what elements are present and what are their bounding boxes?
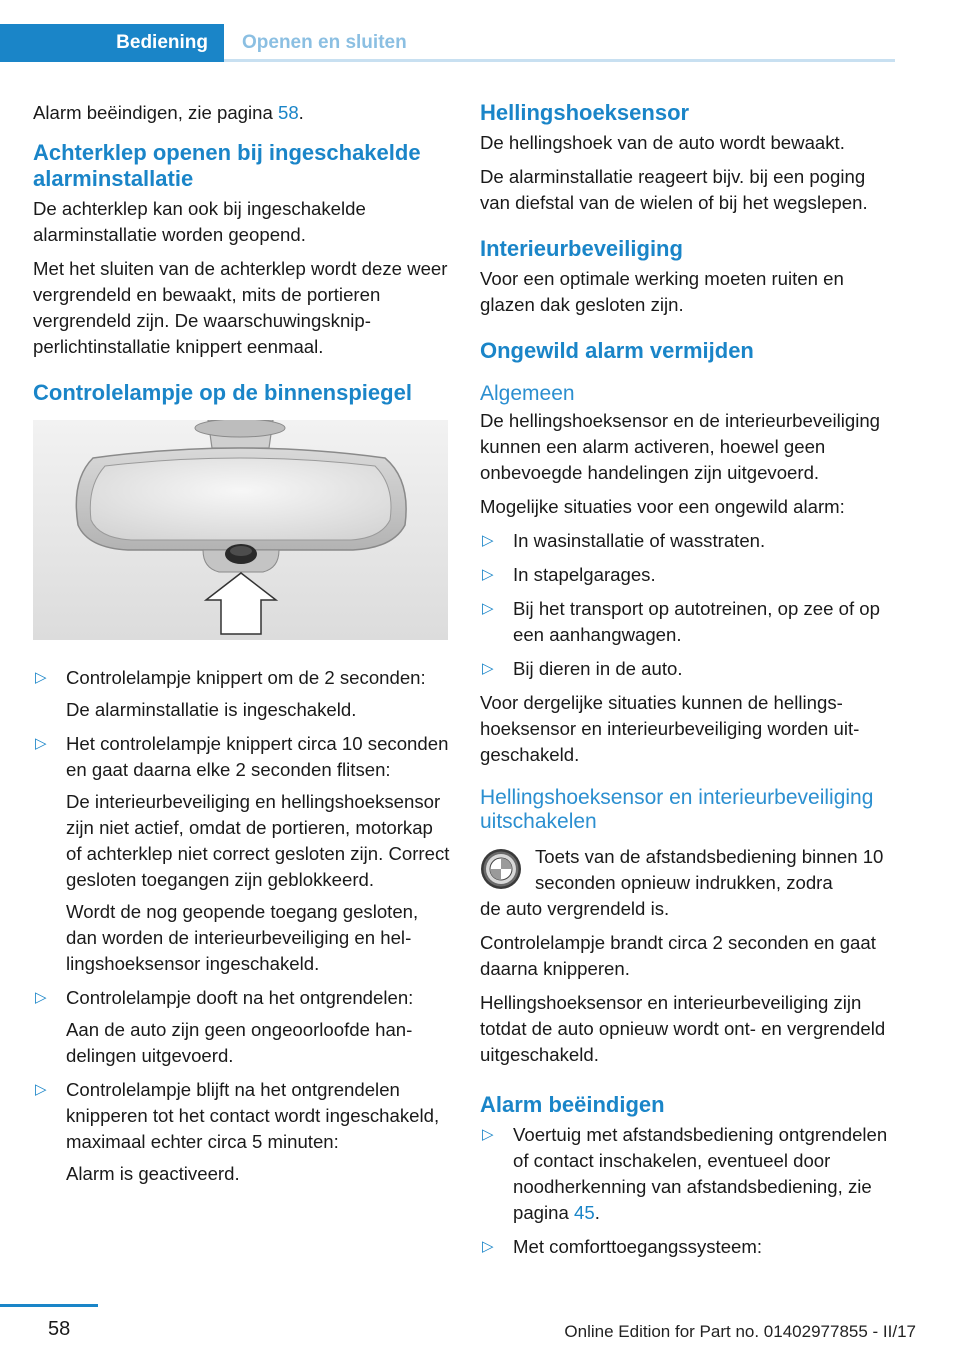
triangle-bullet-icon: ▷ [482,660,494,677]
header-tabs [0,24,895,62]
heading-achterklep: Achterklep openen bij ingeschakelde alarminstallatie [33,140,421,191]
triangle-bullet-icon: ▷ [35,1081,47,1098]
paragraph-algemeen-2: Mogelijke situaties voor een ongewild alarm: [480,496,845,517]
heading-hellingshoeksensor: Hellingshoeksensor [480,100,690,125]
paragraph-lampje: Controlelampje brandt circa 2 seconden en gaat daarna knipperen. [480,932,876,979]
list-item: ▷ Het controlelampje knippert circa 10 seconden en gaat daarna elke 2 seconden flitsen: De interieurbeveiliging en hellingshoeksensor zijn niet actief, omdat de portieren, motorkap of achterklep niet correct gesloten zijn. Correct gesloten toegangen zijn geblokkeerd. Wordt de nog geopende toegang gesloten, dan worden de interieurbeveiliging en hellingshoeksensor ingeschakeld. [35,733,450,974]
list-item: ▷ Met comforttoegangssysteem: [480,1234,895,1260]
paragraph-situaties: Voor dergelijke situaties kunnen de hellingshoeksensor en interieurbeveiliging worden uitgeschakeld. [480,692,860,765]
page-link-45[interactable]: 45 [574,1202,595,1223]
list-item: ▷ Voertuig met afstandsbediening ontgrendelen of contact inschakelen, eventueel door noodherkenning van afstandsbediening, zie pagina 45. [482,1124,888,1223]
heading-ongewild-alarm: Ongewild alarm vermijden [480,338,754,363]
list-item: ▷ Controlelampje blijft na het ontgrendelen knipperen tot het contact wordt ingeschakeld, maximaal echter circa 5 minuten: Alarm is geactiveerd. [35,1079,440,1184]
triangle-bullet-icon: ▷ [482,1238,494,1255]
intro-end: . [298,102,304,123]
heading-algemeen: Algemeen [480,382,575,405]
remote-key-instruction [480,844,895,922]
edition-note: Online Edition for Part no. 01402977855 - II/17 [564,1322,916,1341]
intro-paragraph [33,100,453,126]
page-link-58[interactable]: 58 [277,102,299,123]
list-item: ▷ Bij dieren in de auto. [480,656,895,682]
mirror-illustration [33,420,448,640]
tab-openen-en-sluiten[interactable]: Openen en sluiten [242,32,407,53]
triangle-bullet-icon: ▷ [482,1126,494,1143]
list-item: ▷ Bij het transport op autotreinen, op zee of op een aanhangwagen. [482,598,880,645]
triangle-bullet-icon: ▷ [482,600,494,617]
paragraph-interieur: Voor een optimale werking moeten ruiten en glazen dak gesloten zijn. [480,268,844,315]
heading-controlelampje: Controlelampje op de binnenspiegel [33,380,412,405]
right-column [480,100,895,1268]
paragraph-algemeen-1: De hellingshoeksensor en de interieurbeveiliging kunnen een alarm activeren, hoewel geen onbevoegde handelingen zijn uitgevoerd. [480,410,881,483]
heading-alarm-beeindigen: Alarm beëindigen [480,1092,665,1117]
situations-list [480,528,895,682]
left-column [33,100,453,1195]
heading-interieurbeveiliging: Interieurbeveiliging [480,236,683,261]
bmw-key-button-icon [480,848,522,890]
paragraph-helling-2: De alarminstallatie reageert bijv. bij een poging van diefstal van de wielen of bij het wegslepen. [480,166,868,213]
end-alarm-list [480,1122,895,1260]
triangle-bullet-icon: ▷ [35,669,47,686]
heading-uitschakelen: Hellingshoeksensor en interieurbeveiliging uitschakelen [480,786,874,833]
triangle-bullet-icon: ▷ [482,532,494,549]
triangle-bullet-icon: ▷ [35,735,47,752]
list-item: ▷ In wasinstallatie of wasstraten. [480,528,895,554]
page-number: 58 [48,1318,71,1340]
toets-text-part2: de auto vergrendeld is. [480,898,670,919]
paragraph-achterklep-2: Met het sluiten van de achterklep wordt deze weer vergrendeld en bewaakt, mits de portieren vergrendeld zijn. De waarschuwingsknipperlichtinstallatie knippert eenmaal. [33,258,448,357]
indicator-list [33,665,453,1187]
paragraph-actief: Hellingshoeksensor en interieurbeveiliging zijn totdat de auto opnieuw wordt ont- en vergrendeld uitgeschakeld. [480,992,886,1065]
footer-divider [0,1304,98,1307]
tab-underline [224,59,895,62]
toets-text-part1: Toets van de afstandsbediening binnen 10 seconden opnieuw indrukken, zodra [535,846,884,893]
list-item: ▷ In stapelgarages. [480,562,895,588]
triangle-bullet-icon: ▷ [482,566,494,583]
list-item: ▷ Controlelampje dooft na het ontgrendelen: Aan de auto zijn geen ongeoorloofde handelingen uitgevoerd. [35,987,414,1066]
paragraph-achterklep-1: De achterklep kan ook bij ingeschakelde alarminstallatie worden geopend. [33,198,366,245]
intro-text: Alarm beëindigen, zie pagina [33,102,278,123]
paragraph-helling-1: De hellingshoek van de auto wordt bewaakt. [480,132,845,153]
list-item: ▷ Controlelampje knippert om de 2 seconden: De alarminstallatie is ingeschakeld. [35,667,426,720]
tab-bediening[interactable]: Bediening [0,24,224,62]
triangle-bullet-icon: ▷ [35,989,47,1006]
